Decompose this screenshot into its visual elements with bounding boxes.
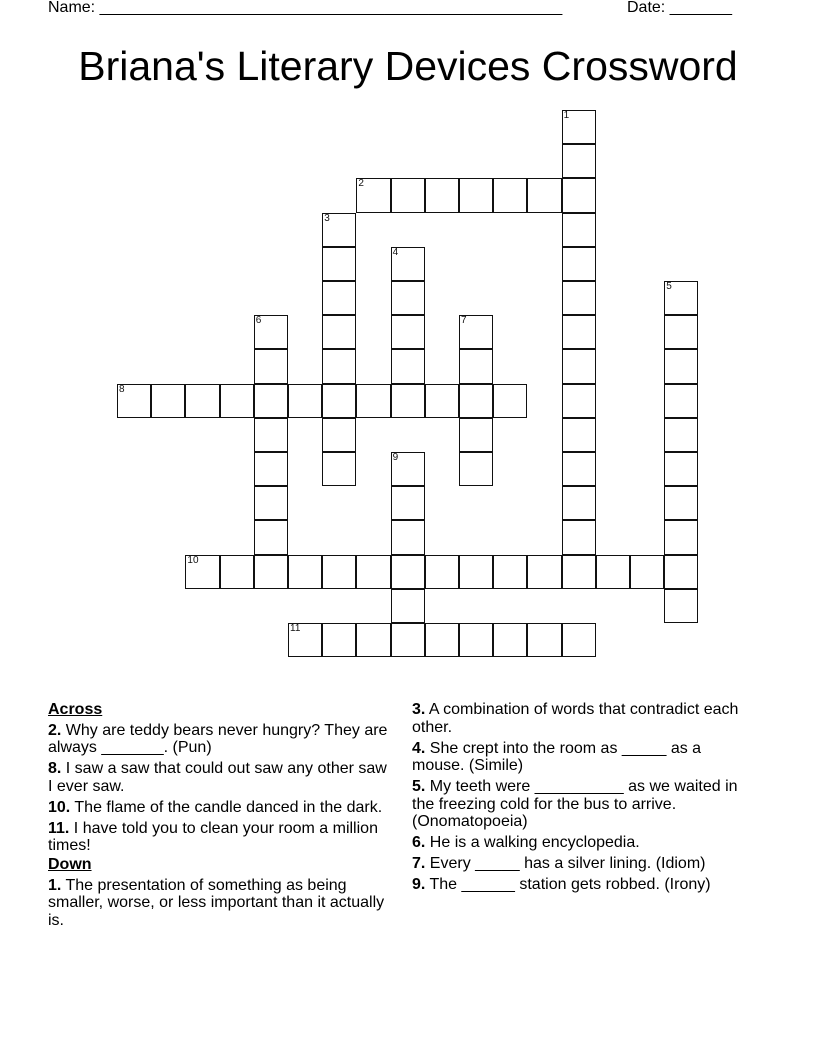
grid-cell[interactable] (493, 178, 527, 212)
grid-cell[interactable] (459, 178, 493, 212)
grid-cell[interactable] (459, 452, 493, 486)
grid-cell[interactable] (664, 281, 698, 315)
date-blank[interactable]: _______ (669, 0, 732, 16)
clue-text: I have told you to clean your room a million times! (48, 819, 378, 854)
grid-cell[interactable] (391, 315, 425, 349)
grid-cell[interactable] (493, 623, 527, 657)
clue-across-11 (48, 820, 393, 855)
grid-cell[interactable] (562, 555, 596, 589)
grid-cell[interactable] (391, 486, 425, 520)
cell-number: 8 (119, 383, 125, 395)
across-heading: Across (48, 701, 103, 718)
grid-cell[interactable] (562, 247, 596, 281)
grid-cell[interactable] (562, 520, 596, 554)
grid-cell[interactable] (664, 589, 698, 623)
grid-cell[interactable] (562, 623, 596, 657)
grid-cell[interactable] (322, 384, 356, 418)
grid-cell[interactable] (117, 384, 151, 418)
grid-cell[interactable] (254, 520, 288, 554)
grid-cell[interactable] (185, 555, 219, 589)
grid-cell[interactable] (493, 384, 527, 418)
grid-cell[interactable] (391, 178, 425, 212)
grid-cell[interactable] (562, 418, 596, 452)
grid-cell[interactable] (356, 555, 390, 589)
grid-cell[interactable] (322, 213, 356, 247)
grid-cell[interactable] (288, 555, 322, 589)
grid-cell[interactable] (562, 315, 596, 349)
grid-cell[interactable] (322, 247, 356, 281)
grid-cell[interactable] (562, 452, 596, 486)
clue-text: Every _____ has a silver lining. (Idiom) (425, 855, 706, 872)
grid-cell[interactable] (391, 384, 425, 418)
grid-cell[interactable] (425, 555, 459, 589)
cell-number: 7 (461, 315, 467, 327)
grid-cell[interactable] (254, 349, 288, 383)
grid-cell[interactable] (459, 349, 493, 383)
grid-cell[interactable] (322, 452, 356, 486)
grid-cell[interactable] (220, 384, 254, 418)
cell-number: 5 (666, 281, 672, 292)
name-label: Name: (48, 0, 100, 16)
clue-down-6 (412, 834, 752, 852)
grid-cell[interactable] (391, 281, 425, 315)
grid-cell[interactable] (288, 384, 322, 418)
clue-across-2 (48, 722, 393, 757)
grid-cell[interactable] (562, 384, 596, 418)
clues-left-column (48, 701, 393, 933)
cell-number: 1 (563, 110, 570, 121)
grid-cell[interactable] (185, 384, 219, 418)
clue-down-5 (412, 778, 752, 831)
grid-cell[interactable] (527, 623, 561, 657)
grid-cell[interactable] (254, 486, 288, 520)
grid-cell[interactable] (391, 520, 425, 554)
cell-number: 6 (255, 315, 262, 327)
grid-cell[interactable] (664, 315, 698, 349)
grid-cell[interactable] (596, 555, 630, 589)
grid-cell[interactable] (664, 486, 698, 520)
grid-cell[interactable] (562, 213, 596, 247)
grid-cell[interactable] (356, 178, 390, 212)
grid-cell[interactable] (356, 623, 390, 657)
page-title: Briana's Literary Devices Crossword (78, 43, 738, 89)
grid-cell[interactable] (322, 418, 356, 452)
clue-text: She crept into the room as _____ as a mouse. (Simile) (412, 739, 702, 774)
clues-right-column (412, 701, 752, 897)
grid-cell[interactable] (493, 555, 527, 589)
clue-number: 9. (412, 876, 426, 893)
grid-cell[interactable] (254, 555, 288, 589)
cell-number: 3 (324, 212, 330, 224)
grid-cell[interactable] (151, 384, 185, 418)
grid-cell[interactable] (664, 452, 698, 486)
grid-cell[interactable] (562, 349, 596, 383)
date-label: Date: (627, 0, 670, 16)
clue-number: 10. (48, 798, 71, 816)
grid-cell[interactable] (391, 589, 425, 623)
grid-cell[interactable] (425, 623, 459, 657)
grid-cell[interactable] (459, 623, 493, 657)
cell-number: 11 (290, 623, 301, 634)
grid-cell[interactable] (322, 349, 356, 383)
grid-cell[interactable] (391, 349, 425, 383)
grid-cell[interactable] (356, 384, 390, 418)
clue-text: The ______ station gets robbed. (Irony) (425, 876, 711, 893)
clue-number: 5. (412, 778, 426, 795)
grid-cell[interactable] (322, 315, 356, 349)
clue-text: Why are teddy bears never hungry? They are always _______. (Pun) (48, 721, 388, 756)
grid-cell[interactable] (425, 384, 459, 418)
clue-number: 8. (48, 760, 62, 777)
clue-number: 6. (412, 834, 426, 851)
grid-cell[interactable] (630, 555, 664, 589)
cell-number: 2 (358, 178, 364, 190)
grid-cell[interactable] (322, 555, 356, 589)
cell-number: 4 (392, 246, 399, 258)
grid-cell[interactable] (425, 178, 459, 212)
grid-cell[interactable] (459, 555, 493, 589)
grid-cell[interactable] (391, 247, 425, 281)
grid-cell[interactable] (664, 349, 698, 383)
grid-cell[interactable] (527, 555, 561, 589)
clue-number: 3. (412, 701, 426, 718)
clue-down-1 (48, 877, 393, 930)
cell-number: 10 (187, 554, 199, 566)
clue-text: I saw a saw that could out saw any other saw I ever saw. (48, 760, 387, 795)
grid-cell[interactable] (391, 452, 425, 486)
grid-cell[interactable] (562, 144, 596, 178)
grid-cell[interactable] (562, 178, 596, 212)
grid-cell[interactable] (664, 384, 698, 418)
grid-cell[interactable] (459, 315, 493, 349)
clue-across-10 (48, 799, 393, 817)
grid-cell[interactable] (220, 555, 254, 589)
grid-cell[interactable] (562, 281, 596, 315)
clue-text: My teeth were __________ as we waited in the freezing cold for the bus to arrive. (Onomatopoeia) (412, 778, 738, 830)
grid-cell[interactable] (288, 623, 322, 657)
clue-number: 4. (412, 739, 426, 757)
grid-cell[interactable] (322, 281, 356, 315)
grid-cell[interactable] (459, 418, 493, 452)
clue-number: 1. (48, 876, 62, 894)
grid-cell[interactable] (459, 384, 493, 418)
grid-cell[interactable] (527, 178, 561, 212)
grid-cell[interactable] (254, 418, 288, 452)
cell-number: 9 (392, 452, 399, 463)
clue-text: A combination of words that contradict each other. (412, 701, 739, 736)
grid-cell[interactable] (322, 623, 356, 657)
clue-down-4 (412, 740, 752, 775)
grid-cell[interactable] (391, 555, 425, 589)
down-heading: Down (48, 856, 92, 873)
clue-number: 2. (48, 721, 62, 739)
grid-cell[interactable] (254, 384, 288, 418)
grid-cell[interactable] (391, 623, 425, 657)
name-blank[interactable]: ____________________________________________________ (99, 0, 563, 16)
clue-across-8 (48, 760, 393, 795)
clue-text: The flame of the candle danced in the dark. (70, 798, 383, 816)
clue-down-7 (412, 855, 752, 873)
grid-cell[interactable] (254, 315, 288, 349)
clue-text: The presentation of something as being smaller, worse, or less important than it actually is. (48, 876, 385, 929)
grid-cell[interactable] (664, 555, 698, 589)
grid-cell[interactable] (664, 520, 698, 554)
grid-cell[interactable] (562, 486, 596, 520)
clue-number: 7. (412, 855, 426, 872)
clue-down-3 (412, 701, 752, 736)
clue-down-9 (412, 876, 752, 894)
clue-number: 11. (48, 819, 70, 837)
grid-cell[interactable] (254, 452, 288, 486)
grid-cell[interactable] (562, 110, 596, 144)
clue-text: He is a walking encyclopedia. (425, 834, 640, 851)
grid-cell[interactable] (664, 418, 698, 452)
